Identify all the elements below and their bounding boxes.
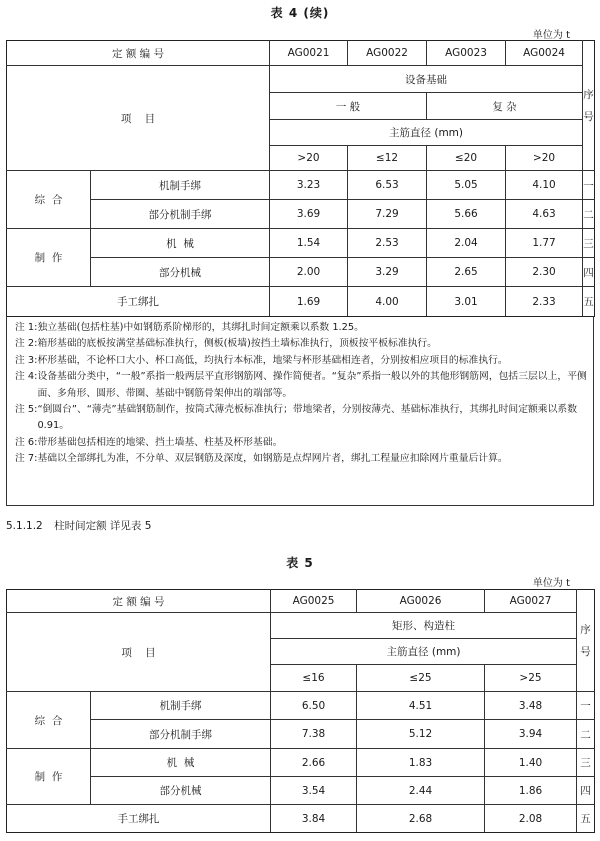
- table4-title: 表 4 (续): [270, 6, 330, 20]
- table-row: [7, 720, 595, 749]
- table4-group-complex: 复 杂: [427, 93, 583, 120]
- table5-diameter: ≤16: [271, 665, 357, 692]
- table5-cell: 2.68: [357, 805, 485, 833]
- table5-unit: 单位为 t: [532, 578, 570, 589]
- table5-diameter-label: 主筋直径 (mm): [271, 639, 577, 665]
- table5-row-name: 机 械: [91, 749, 271, 777]
- table4-diameter-label: 主筋直径 (mm): [270, 120, 583, 146]
- table4-diameter: ≤20: [427, 146, 506, 171]
- table4-cell: 5.66: [427, 200, 506, 229]
- table4-cell: 3.23: [270, 171, 348, 200]
- table4-group-general: 一 般: [270, 93, 427, 120]
- table4-cell: 3.29: [348, 258, 427, 287]
- table5-seq-char: 序: [580, 623, 591, 636]
- table4-seq: 四: [583, 258, 595, 287]
- note-item: [15, 320, 587, 336]
- table-row: [7, 749, 595, 777]
- table4-cell: 2.33: [506, 287, 583, 317]
- table5-diameter: >25: [485, 665, 577, 692]
- table4-cell: 3.01: [427, 287, 506, 317]
- table4-cell: 5.05: [427, 171, 506, 200]
- table5-cell: 4.51: [357, 692, 485, 720]
- table5-code: AG0027: [485, 590, 577, 613]
- note-text: 带形基础包括相连的地梁、挡土墙基、柱基及杯形基础。: [37, 436, 283, 448]
- table5-row-name: 部分机制手绑: [91, 720, 271, 749]
- note-item: [15, 402, 587, 435]
- table4-quota-label: 定 额 编 号: [7, 41, 270, 66]
- table5-cell: 3.84: [271, 805, 357, 833]
- table5-seq: 四: [577, 777, 595, 805]
- table4-unit: 单位为 t: [532, 30, 570, 41]
- table5-seq: 一: [577, 692, 595, 720]
- table5-seq-char: 号: [580, 645, 591, 658]
- table5: [6, 589, 595, 833]
- table5-cell: 2.66: [271, 749, 357, 777]
- note-text: 杯形基础，不论杯口大小、杯口高低，均执行本标准，地梁与杯形基础相连者，分别按相应项目的标准执行。: [37, 354, 508, 366]
- note-label: 注 1:: [15, 322, 38, 333]
- table4-diameter: >20: [506, 146, 583, 171]
- table-row: [7, 229, 595, 258]
- table-row: [7, 805, 595, 833]
- table-row: [7, 171, 595, 200]
- table5-cell: 1.83: [357, 749, 485, 777]
- section-text: 柱时间定额 详见表 5: [54, 520, 152, 532]
- table5-cell: 7.38: [271, 720, 357, 749]
- table4-cell: 2.00: [270, 258, 348, 287]
- notes-box: [6, 316, 594, 506]
- table4-seq-char: 号: [583, 110, 594, 123]
- table5-row-name: 部分机械: [91, 777, 271, 805]
- note-item: [15, 336, 587, 352]
- table4-cell: 2.65: [427, 258, 506, 287]
- table4-cell: 1.69: [270, 287, 348, 317]
- table5-quota-label: 定 额 编 号: [7, 590, 271, 613]
- table5-code: AG0026: [357, 590, 485, 613]
- table5-seq: 三: [577, 749, 595, 777]
- table5-seq: 二: [577, 720, 595, 749]
- table4-cell: 3.69: [270, 200, 348, 229]
- section-heading: [6, 518, 151, 533]
- table4-code: AG0024: [506, 41, 583, 66]
- note-label: 注 4:: [15, 371, 38, 383]
- note-item: [15, 435, 587, 451]
- table4-cell: 1.77: [506, 229, 583, 258]
- table4-code: AG0021: [270, 41, 348, 66]
- note-text: 箱形基础的底板按满堂基础标准执行，侧板(板墙)按挡土墙标准执行，顶板按平板标准执行。: [37, 338, 437, 350]
- table4-row-name: 机 械: [91, 229, 270, 258]
- table5-category: 矩形、构造柱: [271, 613, 577, 639]
- table5-cell: 2.44: [357, 777, 485, 805]
- table4-row-name: 部分机制手绑: [91, 200, 270, 229]
- table5-row-name: 机制手绑: [91, 692, 271, 720]
- note-item: [15, 353, 587, 369]
- table-row: [7, 200, 595, 229]
- table5-diameter: ≤25: [357, 665, 485, 692]
- table5-cell: 3.94: [485, 720, 577, 749]
- table4-seq-char: 序: [583, 88, 594, 101]
- table4-cell: 4.10: [506, 171, 583, 200]
- table4-item-label: 项 目: [7, 66, 270, 171]
- table4-row-name: 机制手绑: [91, 171, 270, 200]
- table4-cell: 7.29: [348, 200, 427, 229]
- note-item: [15, 451, 587, 467]
- note-item: [15, 369, 587, 402]
- table4-diameter: ≤12: [348, 146, 427, 171]
- note-text: 独立基础(包括柱基)中如钢筋系阶梯形的，其绑扎时间定额乘以系数 1.25。: [37, 322, 364, 333]
- note-label: 注 3:: [15, 354, 38, 366]
- note-label: 注 6:: [15, 436, 38, 448]
- table4-cell: 6.53: [348, 171, 427, 200]
- table4-cell: 2.53: [348, 229, 427, 258]
- table4-seq: 五: [583, 287, 595, 317]
- note-label: 注 5:: [15, 404, 38, 416]
- table4-cell: 2.04: [427, 229, 506, 258]
- note-text: 设备基础分类中，“一般”系指一般两层平直形钢筋网、操作简便者。“复杂”系指一般以外的其他形钢筋网，包括三层以上，平侧面、多角形、圆形、带圈、基础中钢筋骨架伸出的端部等。: [37, 371, 587, 399]
- table5-seq-header: [577, 590, 595, 692]
- table4-group-cell: 制 作: [7, 229, 91, 287]
- table4-row-name: 手工绑扎: [7, 287, 270, 317]
- table4-seq: 三: [583, 229, 595, 258]
- table4-seq: 一: [583, 171, 595, 200]
- table4-cell: 4.63: [506, 200, 583, 229]
- table4: [6, 40, 595, 317]
- table5-item-label: 项 目: [7, 613, 271, 692]
- table-row: [7, 692, 595, 720]
- table5-cell: 3.48: [485, 692, 577, 720]
- table4-row-name: 部分机械: [91, 258, 270, 287]
- table4-cell: 1.54: [270, 229, 348, 258]
- table-row: [7, 777, 595, 805]
- table5-cell: 3.54: [271, 777, 357, 805]
- note-label: 注 7:: [15, 453, 38, 465]
- table4-category: 设备基础: [270, 66, 583, 93]
- table5-cell: 6.50: [271, 692, 357, 720]
- table5-seq: 五: [577, 805, 595, 833]
- table5-group-cell: 综 合: [7, 692, 91, 749]
- table-row: [7, 287, 595, 317]
- table5-code: AG0025: [271, 590, 357, 613]
- table5-cell: 1.40: [485, 749, 577, 777]
- table4-group-cell: 综 合: [7, 171, 91, 229]
- table4-cell: 2.30: [506, 258, 583, 287]
- note-text: “倒圆台”、“薄壳”基础钢筋制作，按筒式薄壳板标准执行；带地梁者，分别按薄壳、基础标准执行，其绑扎时间定额乘以系数 0.91。: [37, 404, 577, 432]
- section-number: 5.1.1.2: [6, 520, 43, 532]
- table5-group-cell: 制 作: [7, 749, 91, 805]
- table4-code: AG0022: [348, 41, 427, 66]
- table-row: [7, 258, 595, 287]
- table5-title: 表 5: [286, 556, 314, 570]
- table4-diameter: >20: [270, 146, 348, 171]
- table4-code: AG0023: [427, 41, 506, 66]
- table4-seq: 二: [583, 200, 595, 229]
- table5-cell: 2.08: [485, 805, 577, 833]
- table4-cell: 4.00: [348, 287, 427, 317]
- table5-row-name: 手工绑扎: [7, 805, 271, 833]
- table4-seq-header: [583, 41, 595, 171]
- table5-cell: 1.86: [485, 777, 577, 805]
- note-label: 注 2:: [15, 338, 38, 350]
- note-text: 基础以全部绑扎为准，不分单、双层钢筋及深度，如钢筋是点焊网片者，绑扎工程量应扣除网片重量后计算。: [37, 453, 508, 465]
- table5-cell: 5.12: [357, 720, 485, 749]
